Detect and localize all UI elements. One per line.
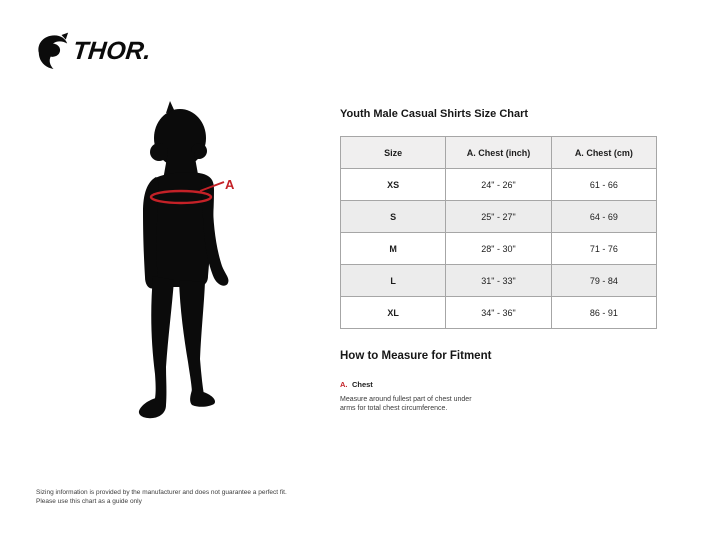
table-row	[341, 297, 657, 329]
brand-wordmark: THOR.	[71, 37, 153, 65]
size-chart-table	[340, 136, 657, 329]
table-row	[341, 265, 657, 297]
table-row	[341, 201, 657, 233]
chest-inch-cell: 28" - 30"	[446, 233, 551, 265]
thor-logo	[36, 32, 151, 70]
measure-key: A.	[340, 380, 348, 389]
thor-goat-icon	[36, 32, 70, 70]
size-chart-title: Youth Male Casual Shirts Size Chart	[340, 108, 529, 120]
chest-inch-cell: 24" - 26"	[446, 169, 551, 201]
chest-cm-cell: 79 - 84	[551, 265, 656, 297]
chest-inch-cell: 25" - 27"	[446, 201, 551, 233]
size-cell: XS	[341, 169, 446, 201]
chest-marker-label: A	[225, 177, 235, 192]
chest-cm-cell: 71 - 76	[551, 233, 656, 265]
chest-cm-cell: 86 - 91	[551, 297, 656, 329]
chest-cm-cell: 61 - 66	[551, 169, 656, 201]
chest-inch-cell: 34" - 36"	[446, 297, 551, 329]
measure-label: Chest	[351, 380, 373, 389]
disclaimer	[36, 488, 287, 506]
body-silhouette-figure	[100, 90, 300, 450]
size-chart-panel	[340, 107, 660, 413]
column-header-chest-cm: A. Chest (cm)	[551, 137, 656, 169]
size-cell: M	[341, 233, 446, 265]
child-silhouette	[139, 101, 229, 418]
table-row	[341, 233, 657, 265]
column-header-size: Size	[341, 137, 446, 169]
chest-cm-cell: 64 - 69	[551, 201, 656, 233]
size-cell: S	[341, 201, 446, 233]
header-row	[341, 137, 657, 169]
measure-description: Measure around fullest part of chest under arms for total chest circumference.	[340, 396, 472, 412]
disclaimer-line-2: Please use this chart as a guide only	[36, 498, 142, 505]
chest-inch-cell: 31" - 33"	[446, 265, 551, 297]
disclaimer-line-1: Sizing information is provided by the manufacturer and does not guarantee a perfect fit.	[36, 489, 287, 496]
measure-item-chest	[340, 374, 660, 413]
size-cell: XL	[341, 297, 446, 329]
howto-heading: How to Measure for Fitment	[340, 350, 492, 362]
column-header-chest-inch: A. Chest (inch)	[446, 137, 551, 169]
size-cell: L	[341, 265, 446, 297]
table-row	[341, 169, 657, 201]
